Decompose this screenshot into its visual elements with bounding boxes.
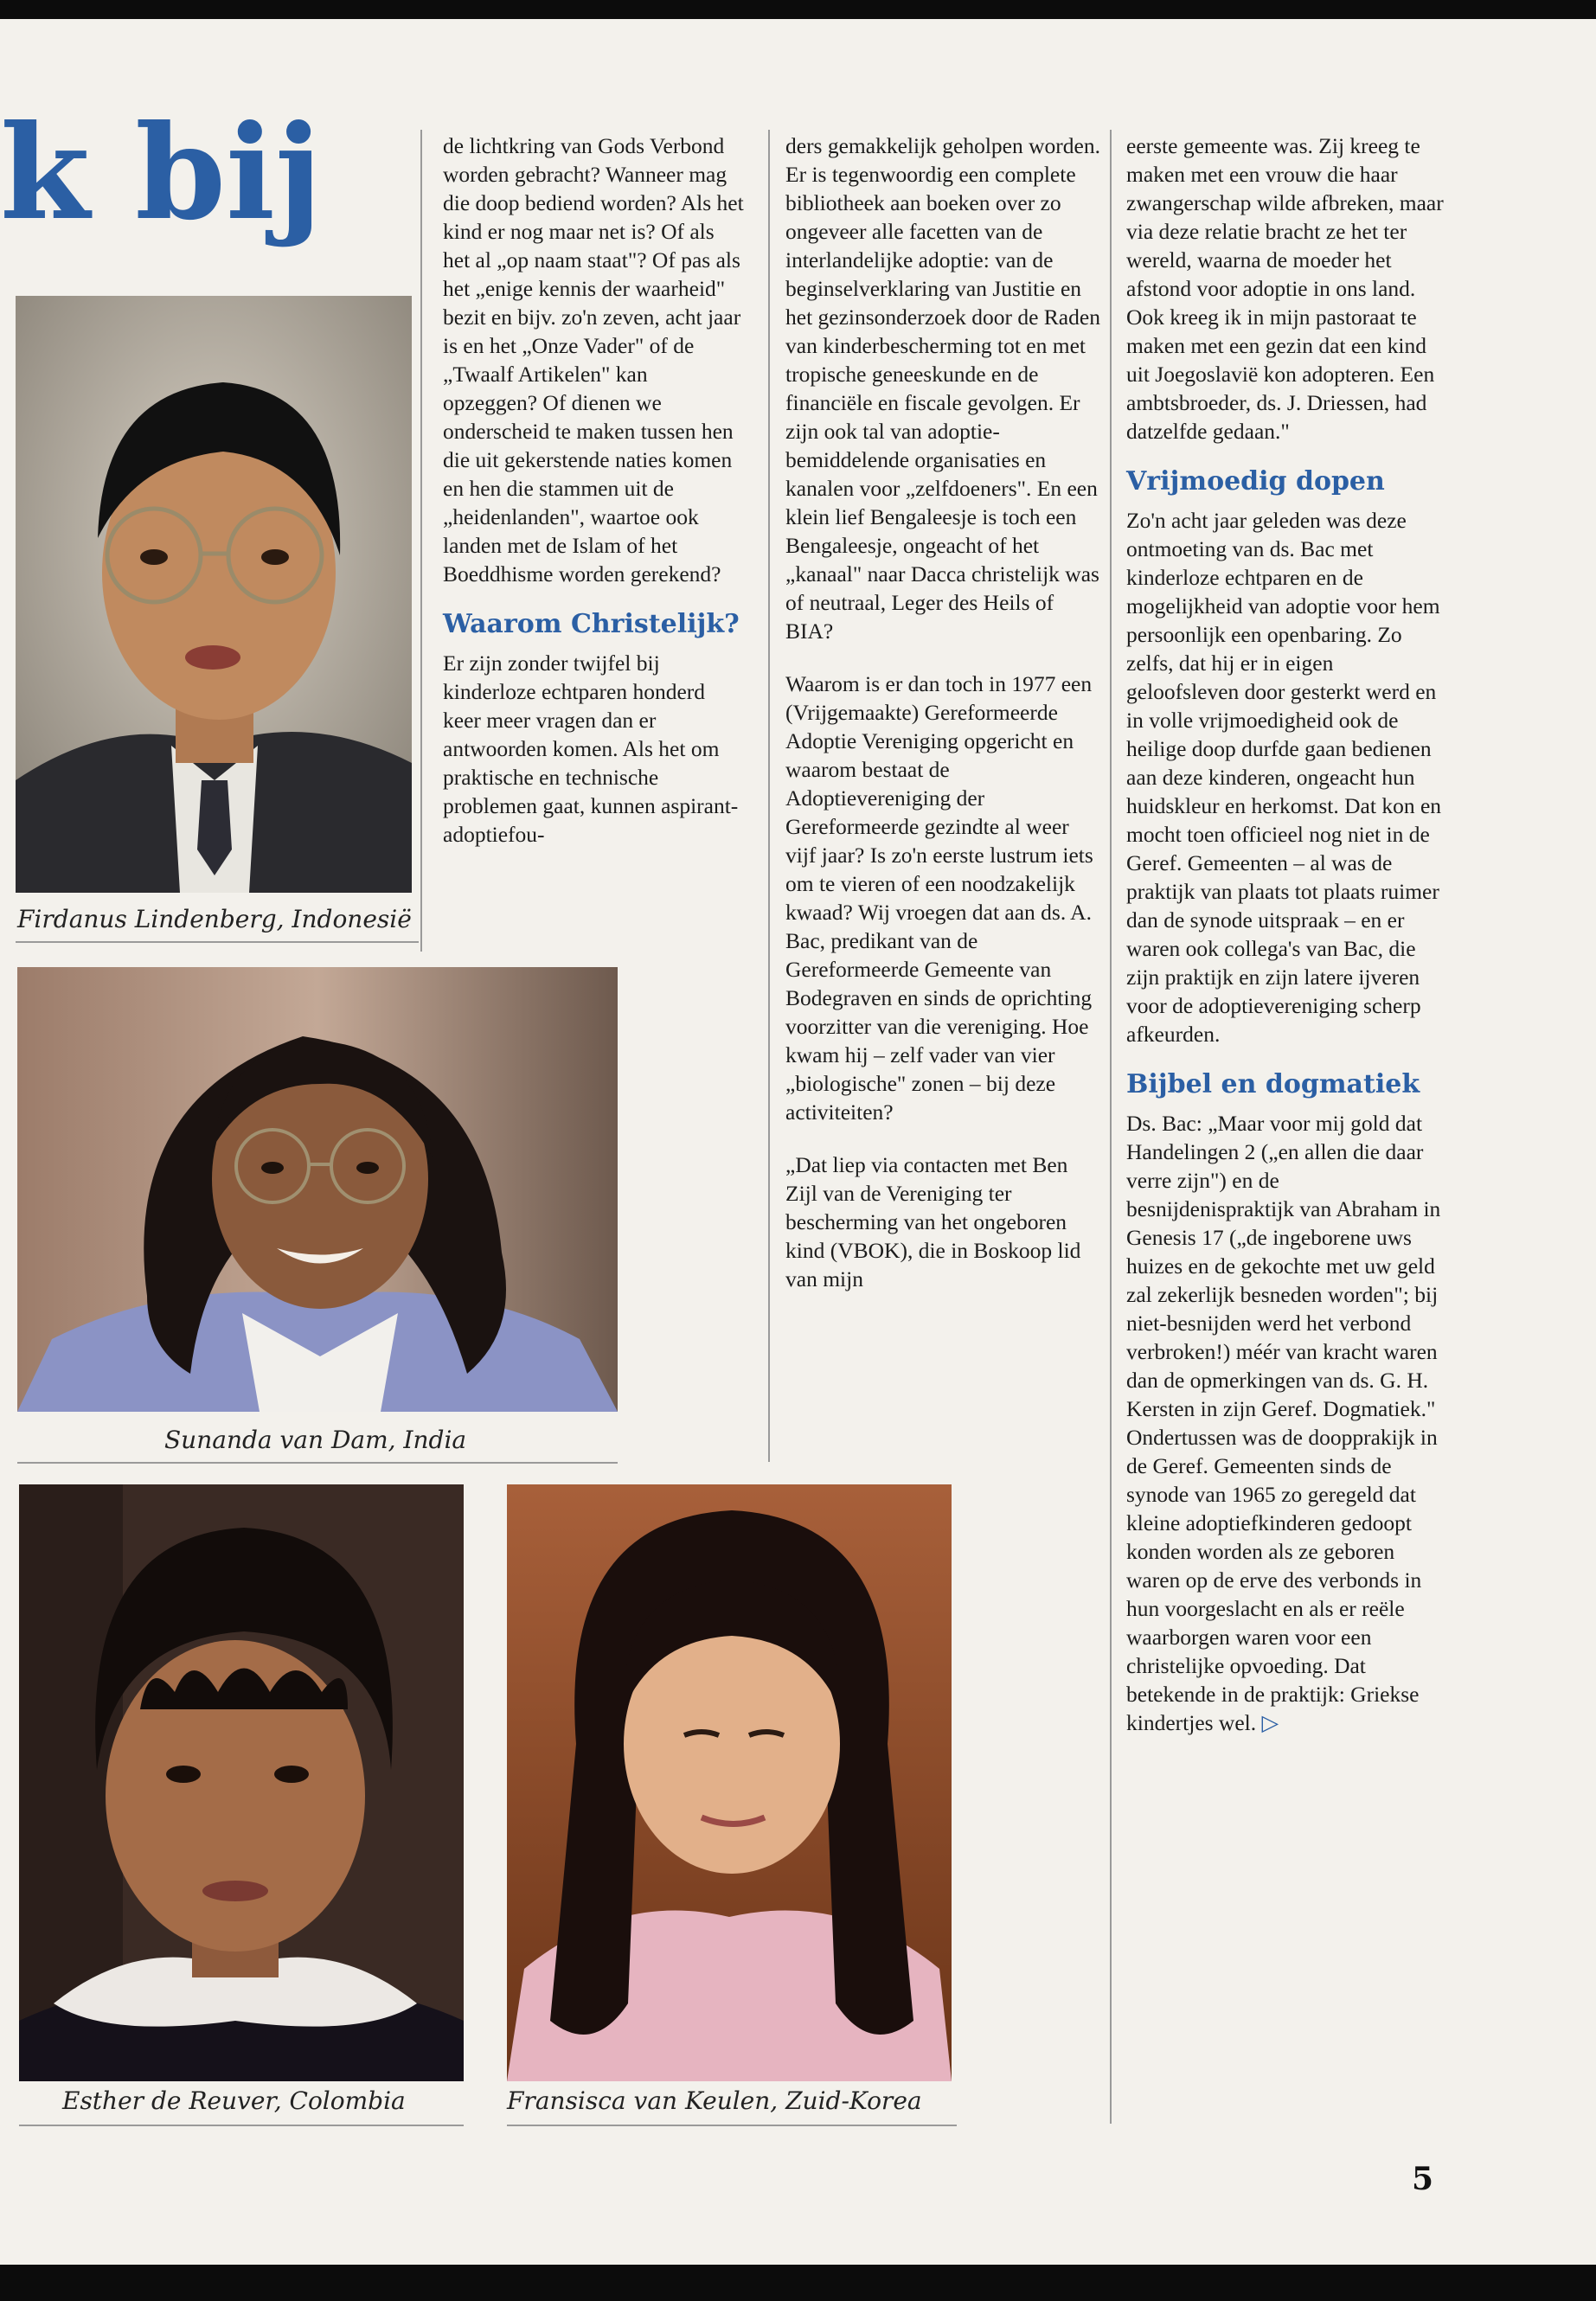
caption-photo-1: Firdanus Lindenberg, Indonesië bbox=[17, 905, 412, 933]
column3-paragraph-1: eerste gemeente was. Zij kreeg te maken met een vrouw die haar zwangerschap wilde afbreken, maar via deze relatie bracht ze het ter wereld, waarna de moeder het afstond voor adoptie in ons land. Ook kreeg ik in mijn pastoraat te maken met een gezin dat een kind uit Joegoslavië kon adopteren. Een ambtsbroeder, ds. J. Driessen, had datzelfde gedaan." bbox=[1126, 133, 1444, 444]
text-column-3 bbox=[1126, 131, 1446, 1737]
photo-esther-de-reuver bbox=[19, 1484, 464, 2081]
caption-rule-2 bbox=[17, 1462, 618, 1464]
photo-firdanus-lindenberg bbox=[16, 296, 412, 893]
caption-photo-4: Fransisca van Keulen, Zuid-Korea bbox=[507, 2086, 922, 2115]
column3-paragraph-3-text: Ds. Bac: „Maar voor mij gold dat Handelingen 2 („en allen die daar verre zijn") en de besnijdenispraktijk van Abraham in Genesis 17 („de ingeborene uws huizes en de gekochte met uw geld zal zekerlijk besneden worden"; bij niet-besnijden werd het verbond verbroken!) méér van kracht waren dan de opmerkingen van ds. G. H. Kersten in zijn Geref. Dogmatiek." Ondertussen was de doopprakijk in de Geref. Gemeenten sinds de synode van 1965 zo geregeld dat kleine adoptiefkinderen gedoopt konden worden als ze geboren waren op de erve des verbonds in hun voorgeslacht en als er reële waarborgen waren voor een christelijke opvoeding. Dat betekende in de praktijk: Griekse kindertjes wel. bbox=[1126, 1111, 1441, 1735]
column2-paragraph-2: Waarom is er dan toch in 1977 een (Vrijgemaakte) Gereformeerde Adoptie Vereniging opgericht en waarom bestaat de Adoptievereniging der Gereformeerde gezindte al weer vijf jaar? Is zo'n eerste lustrum iets om te vieren of een noodzakelijk kwaad? Wij vroegen dat aan ds. A. Bac, predikant van de Gereformeerde Gemeente van Bodegraven en sinds de oprichting voorzitter van die vereniging. Hoe kwam hij – zelf vader van vier „biologische" zonen – bij deze activiteiten? bbox=[785, 671, 1093, 1125]
top-scan-border bbox=[0, 0, 1596, 19]
column1-paragraph-1: de lichtkring van Gods Verbond worden gebracht? Wanneer mag die doop bediend worden? Als het kind er nog maar net is? Of als het al „op naam staat"? Of pas als het „enige kennis der waarheid" bezit en bijv. zo'n zeven, acht jaar is en het „Onze Vader" of de „Twaalf Artikelen" kan opzeggen? Of dienen we onderscheid te maken tussen hen die uit gekerstende naties komen en hen die stammen uit de „heidenlanden", waartoe ook landen met de Islam of het Boeddhisme worden gerekend? bbox=[443, 133, 744, 586]
column1-paragraph-2: Er zijn zonder twijfel bij kinderloze echtparen honderd keer meer vragen dan er antwoorden komen. Als het om praktische en technische problemen gaat, kunnen aspirant-adoptiefou- bbox=[443, 651, 739, 847]
caption-rule-1 bbox=[16, 941, 419, 943]
subhead-bijbel-en-dogmatiek: Bijbel en dogmatiek bbox=[1126, 1069, 1420, 1099]
subhead-vrijmoedig-dopen: Vrijmoedig dopen bbox=[1126, 466, 1385, 497]
subhead-waarom-christelijk: Waarom Christelijk? bbox=[443, 609, 740, 639]
page-number: 5 bbox=[1412, 2161, 1434, 2197]
column-rule-2 bbox=[768, 130, 770, 1462]
caption-rule-4 bbox=[507, 2125, 957, 2126]
text-column-2 bbox=[785, 131, 1101, 1293]
page-heading: k bij bbox=[0, 97, 323, 249]
photo-fransisca-van-keulen bbox=[507, 1484, 952, 2081]
caption-rule-3 bbox=[19, 2125, 464, 2126]
column3-paragraph-2: Zo'n acht jaar geleden was deze ontmoeting van ds. Bac met kinderloze echtparen en de mogelijkheid van adoptie voor hem persoonlijk een openbaring. Zo zelfs, dat hij er in eigen geloofsleven door gesterkt werd en in volle vrijmoedigheid ook de heilige doop durfde gaan bedienen aan deze kinderen, ongeacht hun huidskleur en herkomst. Dat kon en mocht toen officieel nog niet in de Geref. Gemeenten – al was de praktijk van plaats tot plaats ruimer dan de synode uitspraak – en er waren ook collega's van Bac, die zijn praktijk en zijn latere ijveren voor de adoptievereniging scherp afkeurden. bbox=[1126, 508, 1442, 1047]
column-rule-1 bbox=[420, 130, 422, 952]
caption-photo-2: Sunanda van Dam, India bbox=[164, 1426, 467, 1454]
column2-paragraph-1: ders gemakkelijk geholpen worden. Er is tegenwoordig een complete bibliotheek aan boeken over zo ongeveer alle facetten van de interlandelijke adoptie: van de beginselverklaring van Justitie en het gezinsonderzoek door de Raden van kinderbescherming tot en met tropische geneeskunde en de financiële en fiscale gevolgen. Er zijn ook tal van adoptie-bemiddelende organisaties en kanalen voor „zelfdoeners". En een klein lief Bengaleesje is toch een Bengaleesje, ongeacht of het „kanaal" naar Dacca christelijk was of neutraal, Leger des Heils of BIA? bbox=[785, 133, 1100, 644]
column2-paragraph-3: „Dat liep via contacten met Ben Zijl van de Vereniging ter bescherming van het ongeboren kind (VBOK), die in Boskoop lid van mijn bbox=[785, 1152, 1081, 1292]
column-rule-3 bbox=[1110, 130, 1112, 2124]
photo-sunanda-van-dam bbox=[17, 967, 618, 1412]
bottom-scan-border bbox=[0, 2265, 1596, 2301]
text-column-1 bbox=[443, 131, 746, 849]
continue-arrow-icon: ▷ bbox=[1261, 1710, 1279, 1735]
column3-paragraph-3 bbox=[1126, 1109, 1446, 1737]
caption-photo-3: Esther de Reuver, Colombia bbox=[62, 2086, 406, 2115]
